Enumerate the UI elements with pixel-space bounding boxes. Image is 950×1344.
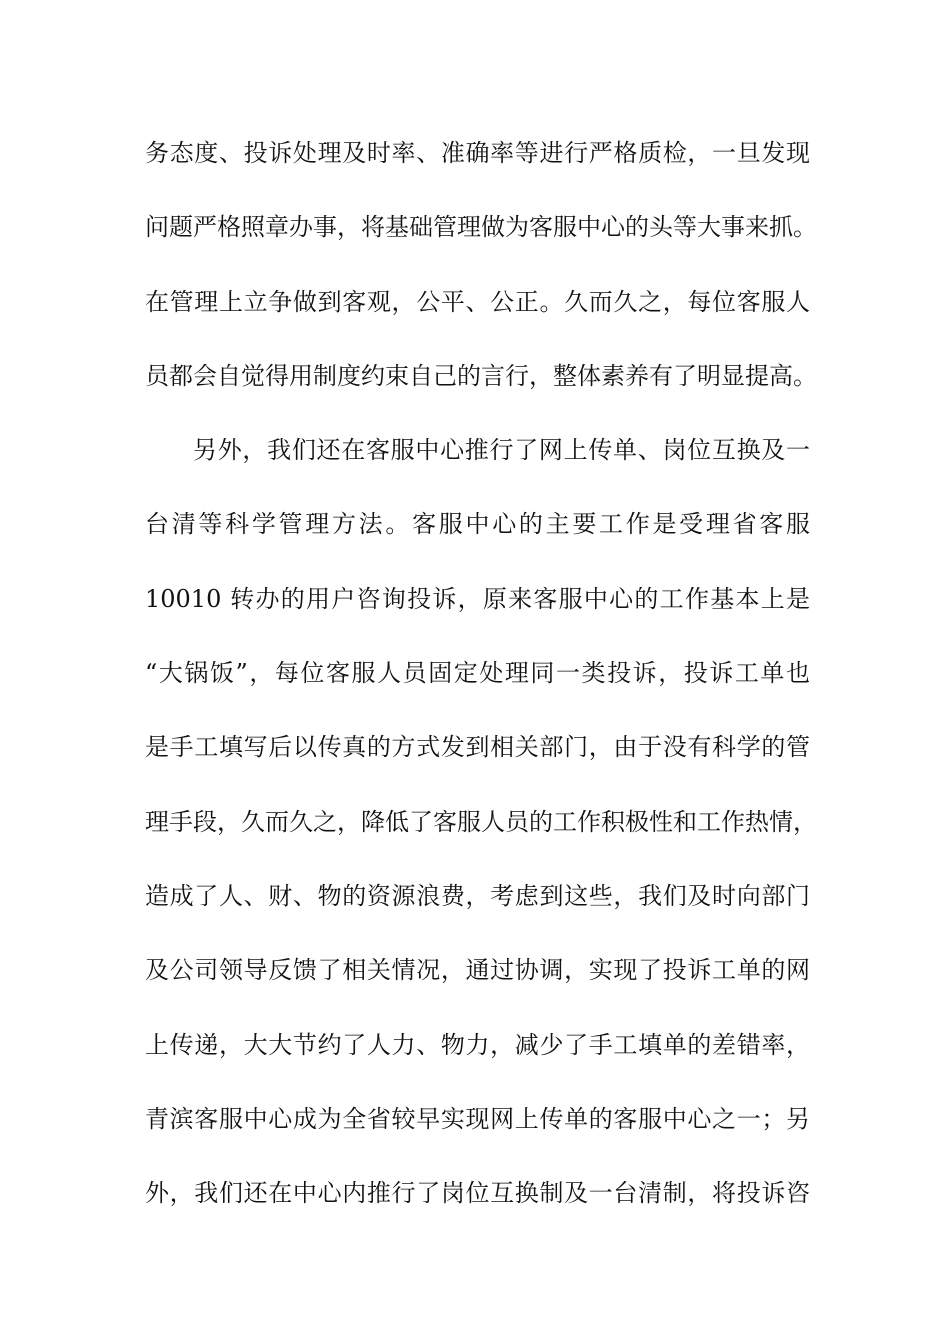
text-line: 员都会自觉得用制度约束自己的言行，整体素养有了明显提高。: [145, 361, 817, 390]
text-line: 务态度、投诉处理及时率、准确率等进行严格质检，一旦发现: [145, 139, 810, 167]
text-line: 在管理上立争做到客观，公平、公正。久而久之，每位客服人: [145, 287, 810, 316]
paragraph-first-line: 另外，我们还在客服中心推行了网上传单、岗位互换及一: [193, 436, 810, 465]
text-line: 及公司领导反馈了相关情况，通过协调，实现了投诉工单的网: [145, 956, 810, 985]
text-line: 青滨客服中心成为全省较早实现网上传单的客服中心之一；另: [145, 1104, 810, 1133]
text-line: 是手工填写后以传真的方式发到相关部门，由于没有科学的管: [145, 733, 810, 762]
text-line: 上传递，大大节约了人力、物力，减少了手工填单的差错率，: [145, 1030, 810, 1059]
text-line: 10010 转办的用户咨询投诉，原来客服中心的工作基本上是: [145, 584, 810, 613]
text-line: “大锅饭”，每位客服人员固定处理同一类投诉，投诉工单也: [145, 659, 810, 688]
text-line: 理手段，久而久之，降低了客服人员的工作积极性和工作热情，: [145, 807, 817, 836]
text-line: 造成了人、财、物的资源浪费，考虑到这些，我们及时向部门: [145, 881, 810, 910]
text-line: 台清等科学管理方法。客服中心的主要工作是受理省客服: [145, 510, 810, 539]
body-text: [145, 131, 817, 1245]
text-line: 外，我们还在中心内推行了岗位互换制及一台清制，将投诉咨: [145, 1179, 810, 1208]
text-line: 问题严格照章办事，将基础管理做为客服中心的头等大事来抓。: [145, 213, 817, 242]
